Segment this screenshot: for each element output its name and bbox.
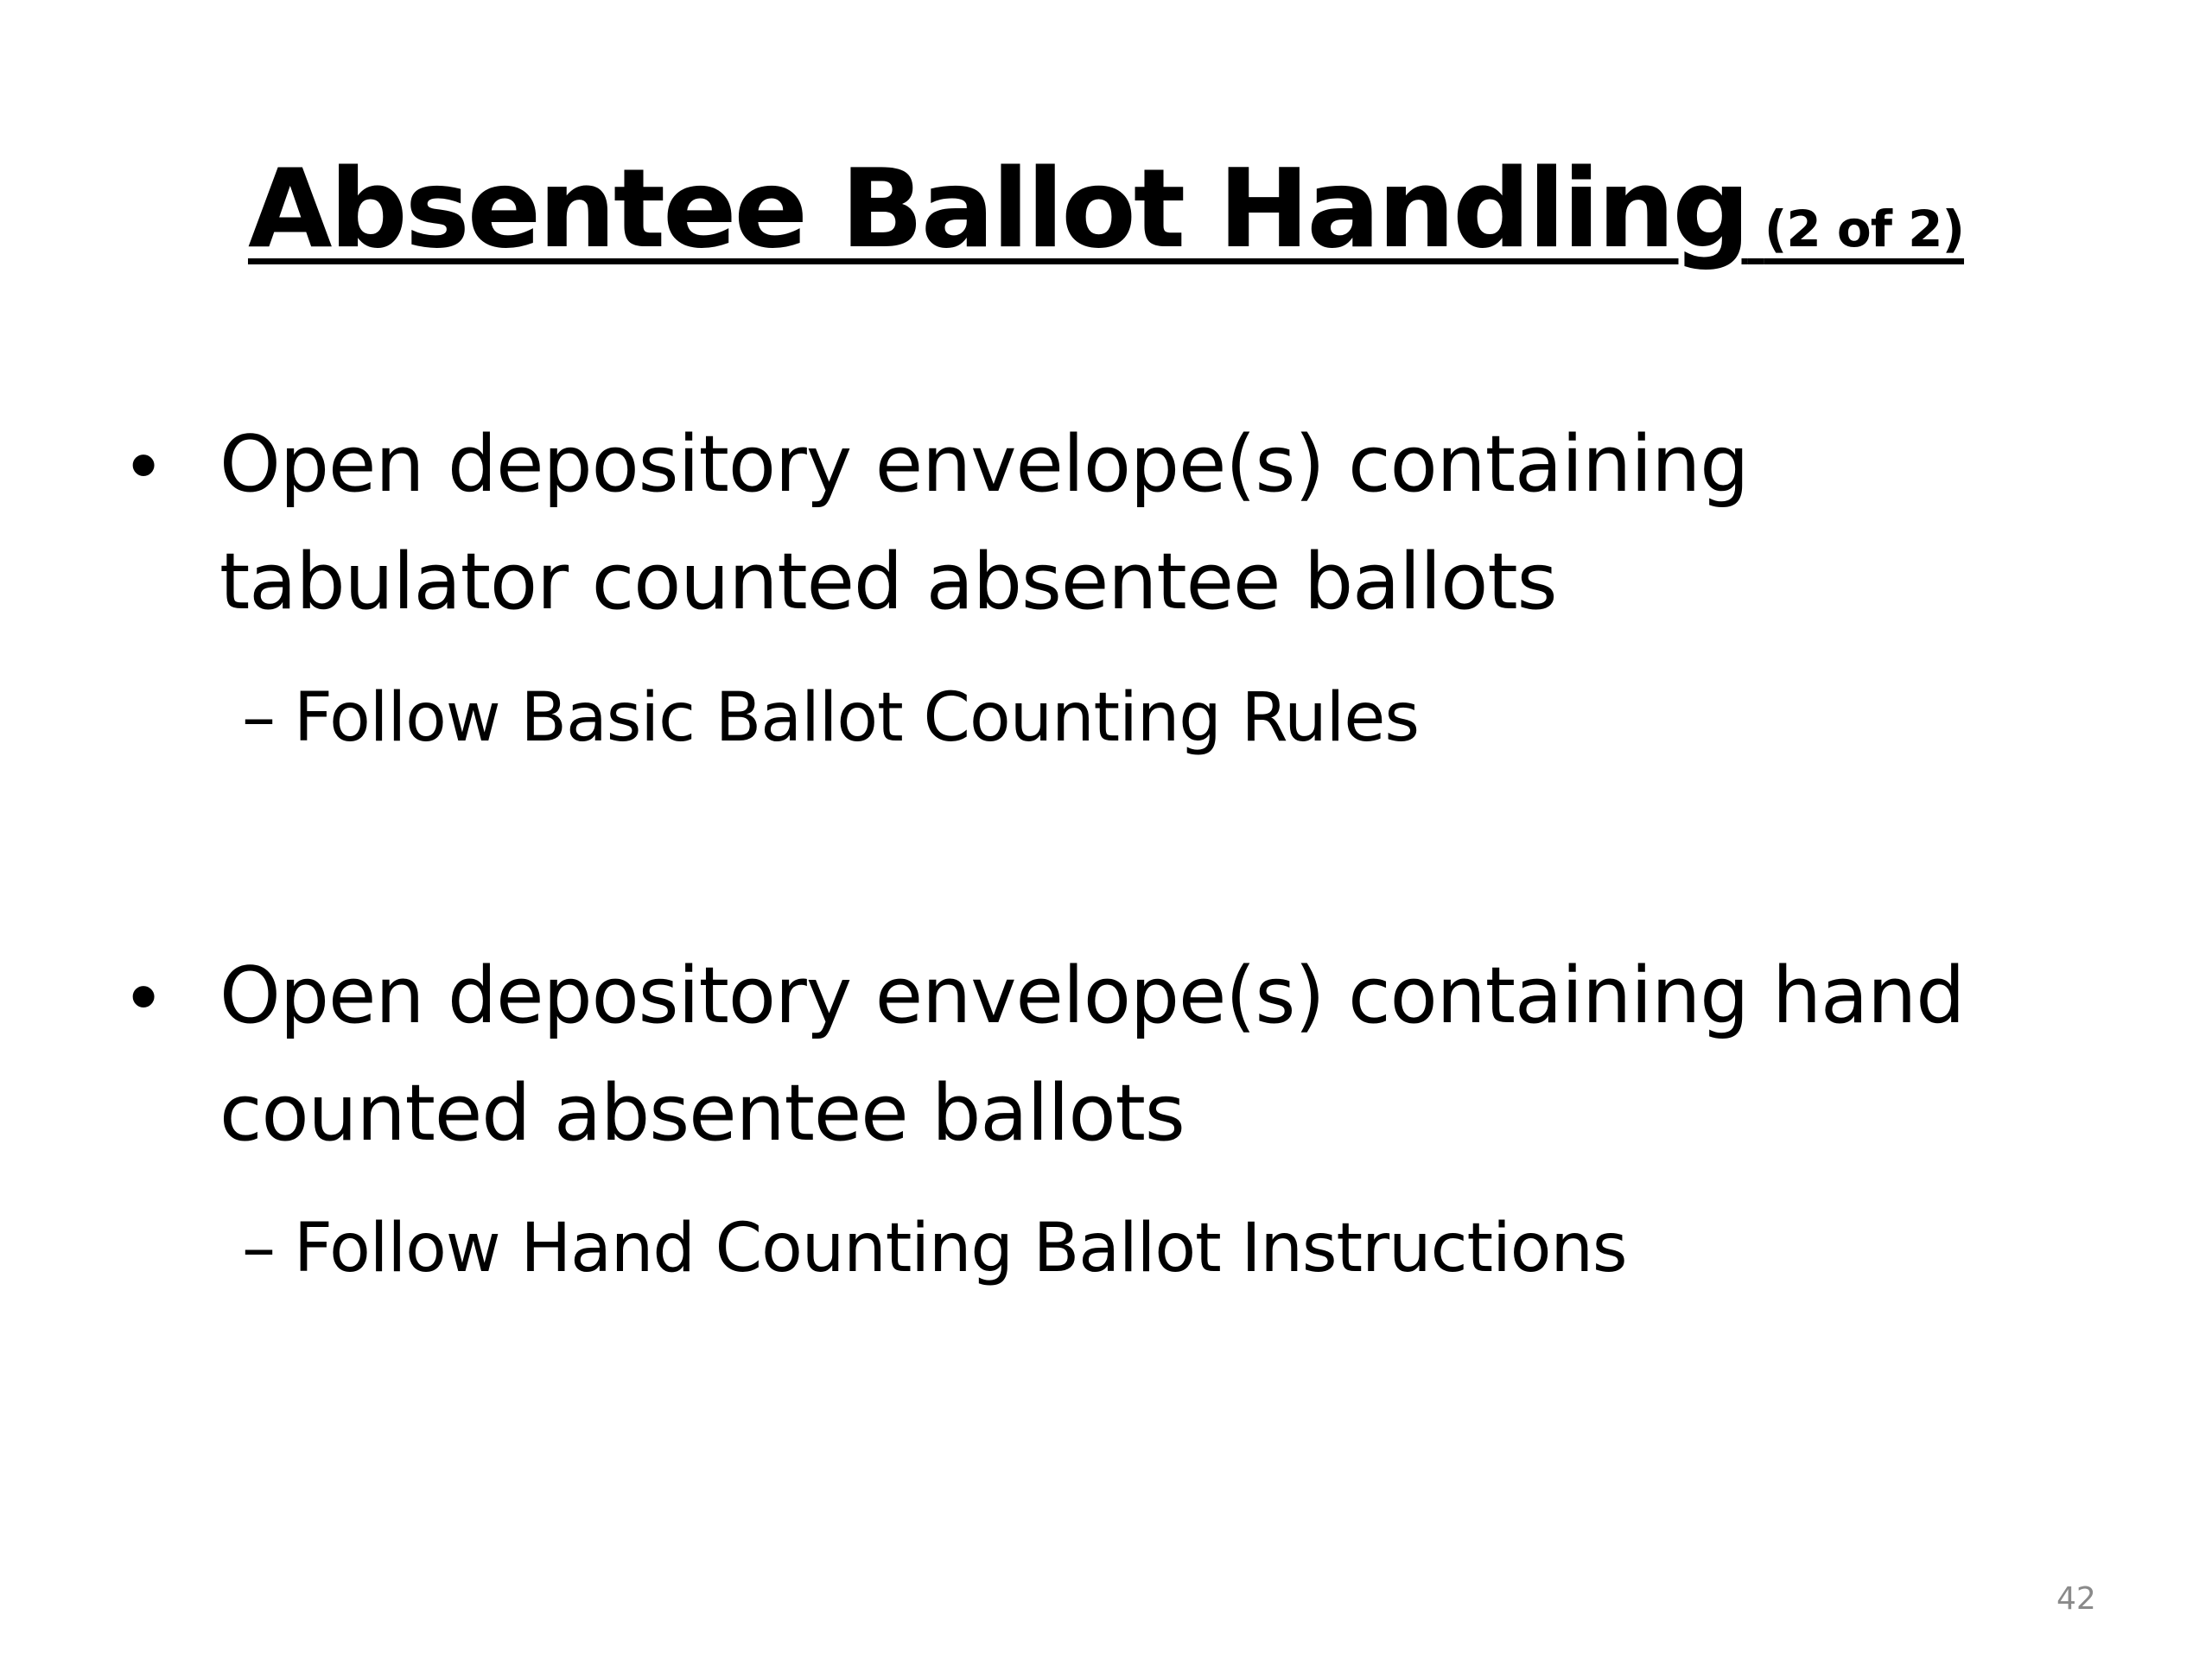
slide-title bbox=[0, 145, 2212, 272]
sub-bullet-marker: – bbox=[242, 1210, 275, 1287]
sub-bullet-item-1 bbox=[242, 671, 2100, 766]
sub-bullet-text: Follow Hand Counting Ballot Instructions bbox=[294, 1210, 1627, 1287]
bullet-marker: • bbox=[130, 952, 158, 1040]
bullet-marker: • bbox=[130, 421, 158, 509]
bullet-text: Open depository envelope(s) containing tabulator counted absentee ballots bbox=[219, 419, 1749, 627]
bullet-text: Open depository envelope(s) containing hand counted absentee ballots bbox=[219, 950, 1965, 1159]
sub-bullet-marker: – bbox=[242, 679, 275, 757]
page-number: 42 bbox=[2056, 1581, 2096, 1617]
sub-bullet-item-2 bbox=[242, 1201, 2100, 1296]
title-part-indicator: (2 of 2) bbox=[1764, 200, 1965, 258]
title-text: Absentee Ballot Handling bbox=[247, 145, 1748, 272]
bullet-item-1 bbox=[130, 406, 2100, 631]
bullet-item-2 bbox=[130, 938, 2100, 1162]
sub-bullet-text: Follow Basic Ballot Counting Rules bbox=[294, 679, 1419, 757]
